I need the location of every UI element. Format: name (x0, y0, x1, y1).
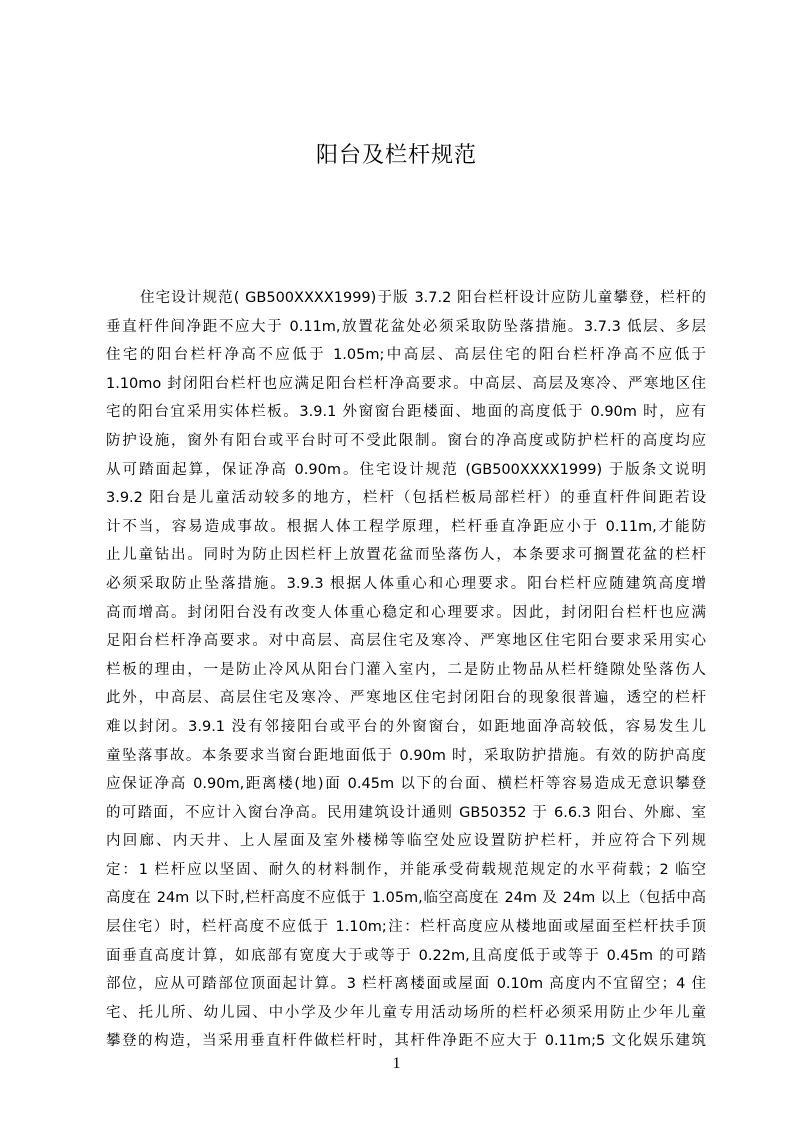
text-line: 应保证净高 0.90m,距离楼(地)面 0.45m 以下的台面、横栏杆等容易造成无意识攀登 (106, 776, 706, 793)
text-line: 足阳台栏杆净高要求。对中高层、高层住宅及寒冷、严寒地区住宅阳台要求采用实心 (106, 633, 706, 650)
body-paragraph (106, 284, 706, 1056)
text-line: 止儿童钻出。同时为防止因栏杆上放置花盆而坠落伤人，本条要求可搁置花盆的栏杆 (106, 547, 706, 564)
text-line: 部位，应从可踏部位顶面起计算。3 栏杆离楼面或屋面 0.10m 高度内不宜留空；4 住 (106, 976, 706, 993)
text-line: 攀登的构造，当采用垂直杆件做栏杆时，其杆件净距不应大于 0.11m;5 文化娱乐建筑 (106, 1033, 706, 1050)
page-number: 1 (392, 1055, 401, 1072)
text-line: 住宅设计规范( GB500XXXX1999)于版 3.7.2 阳台栏杆设计应防儿童攀登，栏杆的 (140, 290, 706, 306)
text-line: 的可踏面，不应计入窗台净高。民用建筑设计通则 GB50352 于 6.6.3 阳台、外廊、室 (106, 804, 706, 821)
text-line: 必须采取防止坠落措施。3.9.3 根据人体重心和心理要求。阳台栏杆应随建筑高度增 (106, 575, 706, 592)
text-line: 从可踏面起算，保证净高 0.90m。住宅设计规范 (GB500XXXX1999) 于版条文说明 (106, 461, 706, 478)
text-line: 防护设施，窗外有阳台或平台时可不受此限制。窗台的净高度或防护栏杆的高度均应 (106, 432, 706, 449)
text-line: 高度在 24m 以下时,栏杆高度不应低于 1.05m,临空高度在 24m 及 24m 以上（包括中高 (106, 890, 706, 907)
text-line: 童坠落事故。本条要求当窗台距地面低于 0.90m 时，采取防护措施。有效的防护高度 (106, 747, 706, 764)
text-line: 定：1 栏杆应以坚固、耐久的材料制作，并能承受荷载规范规定的水平荷载；2 临空 (106, 861, 706, 878)
text-line: 栏板的理由，一是防止冷风从阳台门灌入室内，二是防止物品从栏杆缝隙处坠落伤人 (106, 661, 706, 678)
text-line: 宅的阳台宜采用实体栏板。3.9.1 外窗窗台距楼面、地面的高度低于 0.90m 时，应有 (106, 404, 706, 421)
text-line: 高而增高。封闭阳台没有改变人体重心稳定和心理要求。因此，封闭阳台栏杆也应满 (106, 604, 706, 621)
text-line: 面垂直高度计算，如底部有宽度大于或等于 0.22m,且高度低于或等于 0.45m 的可踏 (106, 947, 706, 964)
text-line: 垂直杆件间净距不应大于 0.11m,放置花盆处必须采取防坠落措施。3.7.3 低层、多层 (106, 318, 706, 335)
page-title: 阳台及栏杆规范 (315, 143, 477, 168)
text-line: 宅、托儿所、幼儿园、中小学及少年儿童专用活动场所的栏杆必须采用防止少年儿童 (106, 1004, 706, 1021)
text-line: 此外，中高层、高层住宅及寒冷、严寒地区住宅封闭阳台的现象很普遍，透空的栏杆 (106, 690, 706, 707)
text-line: 计不当，容易造成事故。根据人体工程学原理，栏杆垂直净距应小于 0.11m,才能防 (106, 518, 706, 535)
text-line: 难以封闭。3.9.1 没有邻接阳台或平台的外窗窗台，如距地面净高较低，容易发生儿 (106, 718, 706, 735)
text-line: 内回廊、内天井、上人屋面及室外楼梯等临空处应设置防护栏杆，并应符合下列规 (106, 833, 706, 850)
text-line: 住宅的阳台栏杆净高不应低于 1.05m;中高层、高层住宅的阳台栏杆净高不应低于 (106, 347, 706, 364)
text-line: 1.10mo 封闭阳台栏杆也应满足阳台栏杆净高要求。中高层、高层及寒冷、严寒地区住 (106, 375, 706, 392)
text-line: 3.9.2 阳台是儿童活动较多的地方，栏杆（包括栏板局部栏杆）的垂直杆件间距若设 (106, 490, 706, 507)
text-line: 层住宅）时，栏杆高度不应低于 1.10m;注：栏杆高度应从楼地面或屋面至栏杆扶手顶 (106, 919, 706, 936)
